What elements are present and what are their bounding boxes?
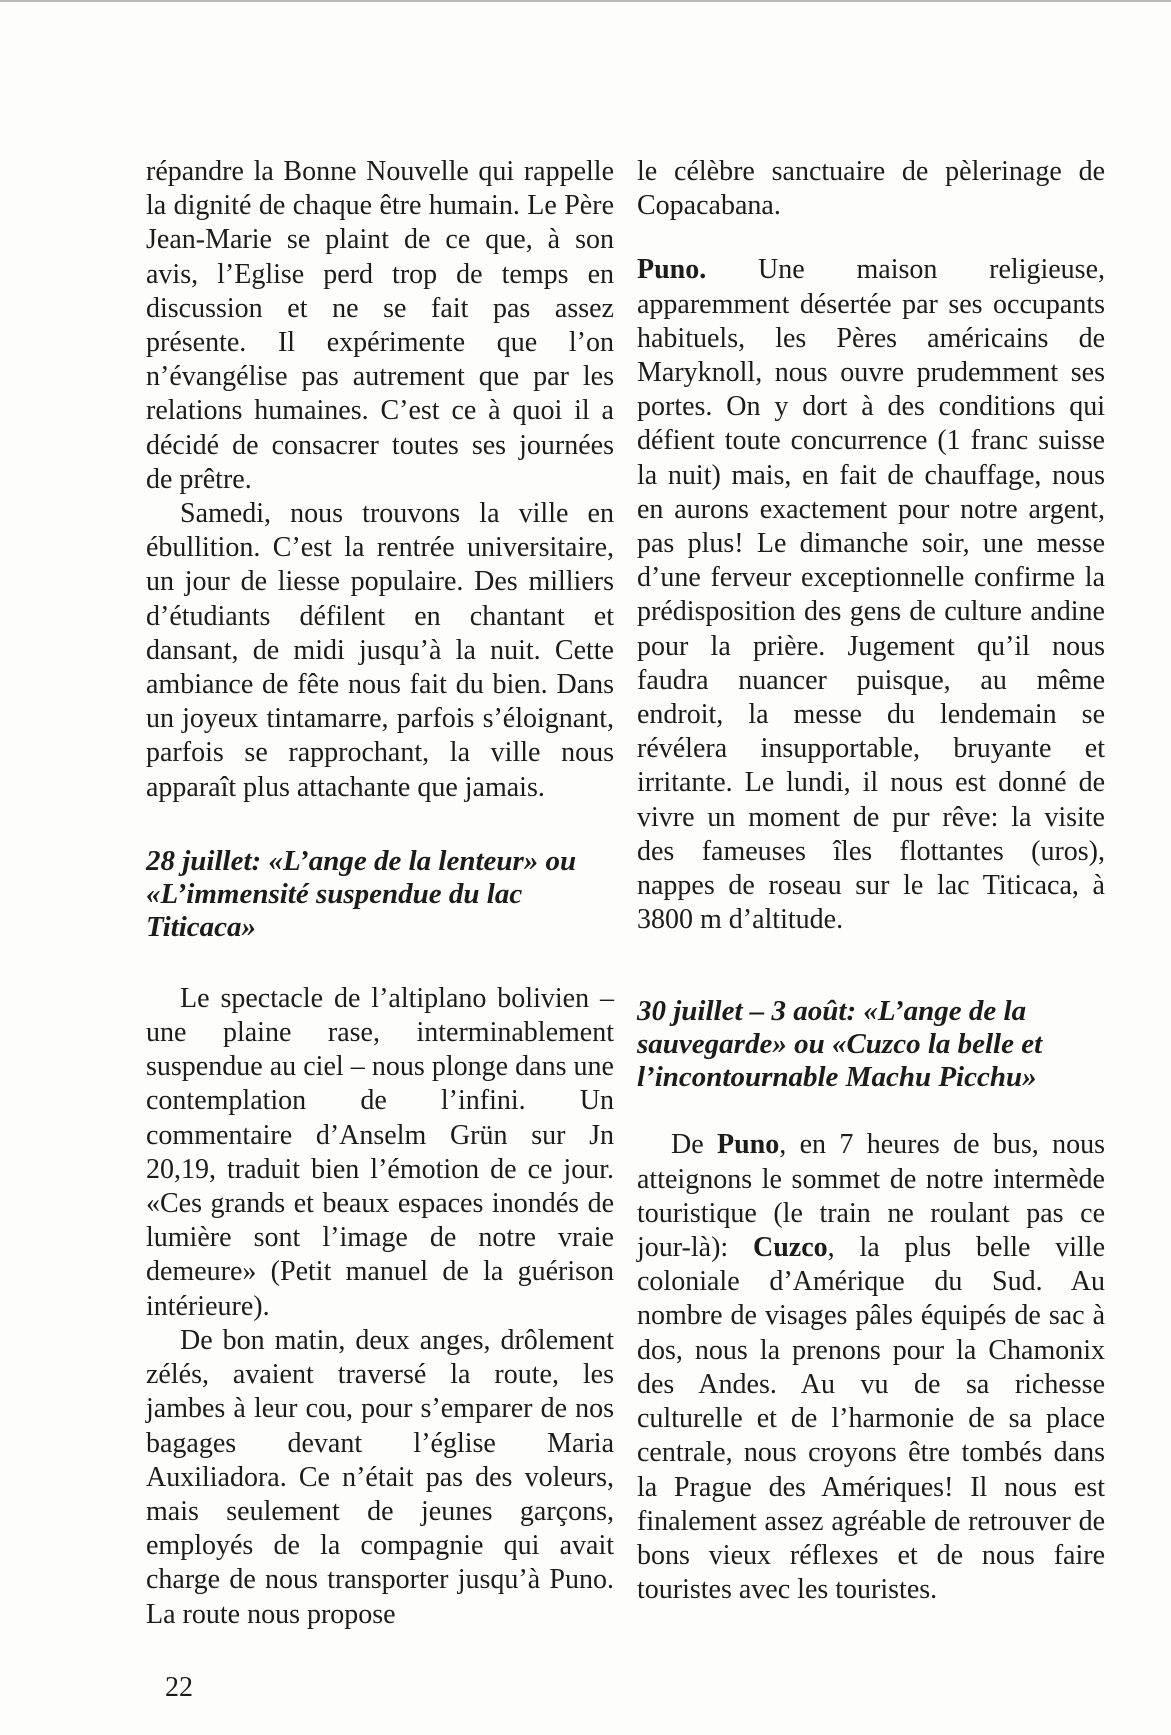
page-number: 22 bbox=[165, 1672, 193, 1703]
place-name: Puno bbox=[717, 1129, 780, 1161]
paragraph-text: , la plus belle ville coloniale d’Amérique du Sud. Au nombre de visages pâles équipés de sac à dos, nous la prenons pour la Chamonix des Andes. Au vu de sa richesse culturelle et de l’harmonie de sa place centrale, nous croyons être tombés dans la Prague des Amériques! Il nous est finalement assez agréable de retrouver de bons vieux réflexes et de nous faire touristes avec les touristes. bbox=[637, 1232, 1106, 1606]
paragraph-text: De bbox=[671, 1129, 704, 1161]
place-name: Puno. bbox=[637, 254, 707, 286]
left-column bbox=[146, 155, 614, 1632]
paragraph bbox=[637, 253, 1105, 937]
right-column bbox=[637, 155, 1105, 1607]
paragraph-text: , en 7 heures de bus, nous atteignons le sommet de notre intermède touristique (le train ne roulant pas ce jour-là): bbox=[637, 1129, 1105, 1264]
paragraph bbox=[637, 1128, 1105, 1607]
paragraph: De bon matin, deux anges, drôlement zélés, avaient traversé la route, les jambes à leur cou, pour s’emparer de nos bagages devant l’église Maria Auxiliadora. Ce n’était pas des voleurs, mais seulement de jeunes garçons, employés de la compagnie qui avait charge de nous transporter jusqu’à Puno. La route nous propose bbox=[146, 1324, 614, 1630]
page-top-edge bbox=[0, 0, 1171, 2]
paragraph: Samedi, nous trouvons la ville en ébullition. C’est la rentrée universitaire, un jour de liesse populaire. Des milliers d’étudiants défilent en chantant et dansant, de midi jusqu’à la nuit. Cette ambiance de fête nous fait du bien. Dans un joyeux tintamarre, parfois s’éloignant, parfois se rapprochant, la ville nous apparaît plus attachante que jamais. bbox=[146, 498, 614, 803]
paragraph-text: Une maison religieuse, apparemment désertée par ses occupants habituels, les Pères américains de Maryknoll, nous ouvre prudemment ses portes. On y dort à des conditions qui défient toute concurrence (1 franc suisse la nuit) mais, en fait de chauffage, nous en aurons exactement pour notre argent, pas plus! Le dimanche soir, une messe d’une ferveur exceptionnelle confirme la prédisposition des gens de culture andine pour la prière. Jugement qu’il nous faudra nuancer puisque, au même endroit, la messe du lendemain se révélera insupportable, bruyante et irritante. Le lundi, il nous est donné de vivre un moment de pur rêve: la visite des fameuses îles flottantes (uros), nappes de roseau sur le lac Titicaca, à 3800 m d’altitude. bbox=[637, 254, 1106, 936]
paragraph: Le spectacle de l’altiplano bolivien – une plaine rase, interminablement suspendue au ciel – nous plonge dans une contemplation de l’infini. Un commentaire d’Anselm Grün sur Jn 20,19, traduit bien l’émotion de ce jour. «Ces grands et beaux espaces inondés de lumière sont l’image de notre vraie demeure» (Petit manuel de la guérison intérieure). bbox=[146, 982, 614, 1322]
paragraph: répandre la Bonne Nouvelle qui rappelle la dignité de chaque être humain. Le Père Jean-Marie se plaint de ce que, à son avis, l’Eglise perd trop de temps en discussion et ne se fait pas assez présente. Il expérimente que l’on n’évangélise pas autrement que par les relations humaines. C’est ce à quoi il a décidé de consacrer toutes ses journées de prêtre. bbox=[146, 156, 614, 495]
section-heading: 30 juillet – 3 août: «L’ange de la sauvegarde» ou «Cuzco la belle et l’incontournable Machu Picchu» bbox=[637, 995, 1043, 1094]
paragraph: le célèbre sanctuaire de pèlerinage de Copacabana. bbox=[637, 156, 1105, 222]
section-heading: 28 juillet: «L’ange de la lenteur» ou «L’immensité suspendue du lac Titicaca» bbox=[146, 844, 577, 943]
place-name: Cuzco bbox=[753, 1232, 828, 1264]
